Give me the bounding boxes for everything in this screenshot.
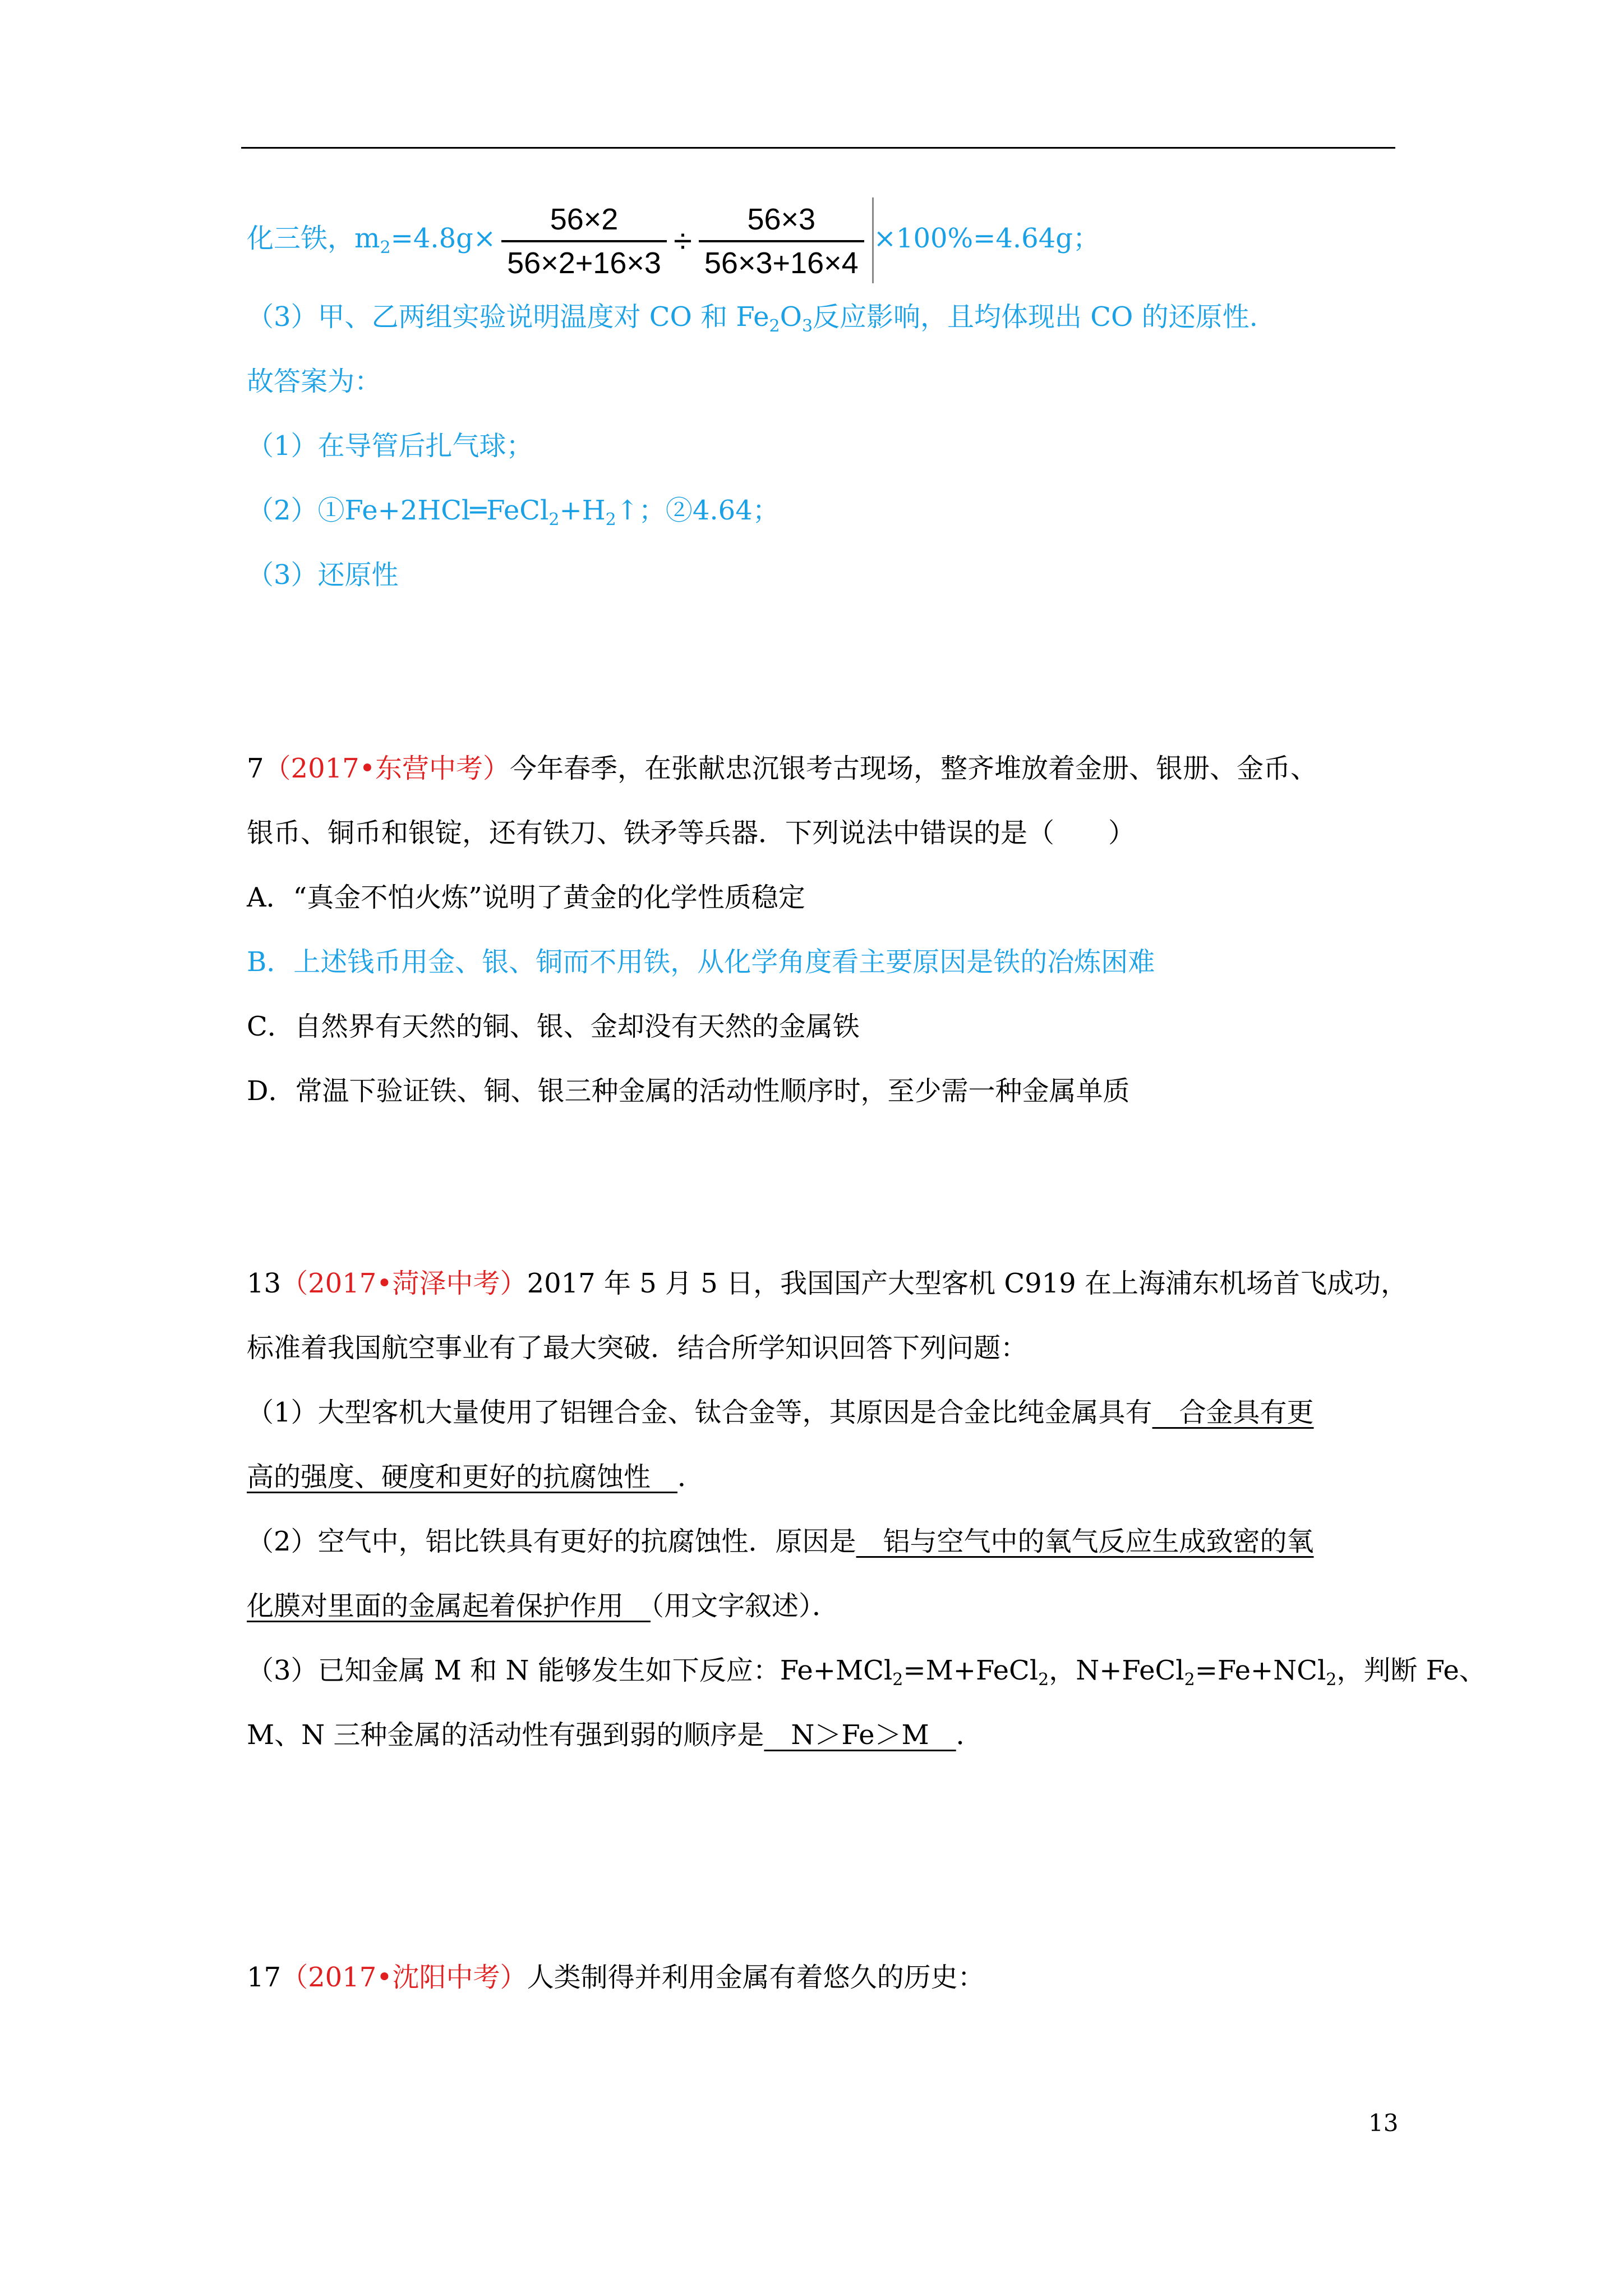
calc-suffix: ×100%=4.64g； xyxy=(873,223,1100,254)
q7-option-c: C．自然界有天然的铜、银、金却没有天然的金属铁 xyxy=(247,1011,860,1042)
q17-number: 17 xyxy=(247,1962,282,1993)
q13-part-3-text-a: （3）已知金属 M 和 N 能够发生如下反应：Fe+MCl xyxy=(247,1655,893,1686)
q13-part-1-answer-1: 合金具有更 xyxy=(1152,1397,1314,1428)
q13-part-3-line-1 xyxy=(247,1654,1486,1690)
q17-source: （2017•沈阳中考） xyxy=(281,1962,527,1993)
answer-header: 故答案为： xyxy=(247,366,382,397)
q17-stem: 人类制得并利用金属有着悠久的历史： xyxy=(527,1962,985,1993)
calc-prefix-sub: 2 xyxy=(380,238,391,257)
q7-stem-1: 今年春季，在张献忠沉银考古现场，整齐堆放着金册、银册、金币、 xyxy=(510,753,1318,784)
q13-stem-line-2: 标准着我国航空事业有了最大突破．结合所学知识回答下列问题： xyxy=(247,1332,1028,1364)
q7-stem-line-2: 银币、铜币和银锭，还有铁刀、铁矛等兵器．下列说法中错误的是（ ） xyxy=(247,817,1136,849)
q13-part-3-text-c: ，N+FeCl xyxy=(1049,1655,1184,1686)
q7-option-d: D．常温下验证铁、铜、银三种金属的活动性顺序时，至少需一种金属单质 xyxy=(247,1075,1130,1107)
analysis-3-sub-2: 3 xyxy=(801,316,813,336)
q13-stem-line-1 xyxy=(247,1267,1408,1300)
analysis-3 xyxy=(247,300,1258,334)
q7-stem-line-1 xyxy=(247,752,1317,785)
analysis-3-text-c: 反应影响，且均体现出 CO 的还原性. xyxy=(813,301,1258,333)
page-number: 13 xyxy=(1368,2109,1399,2137)
q13-part-2-answer-2: 化膜对里面的金属起着保护作用 xyxy=(247,1590,651,1622)
q13-part-2-line-2 xyxy=(247,1589,839,1623)
q13-part-3-line-2 xyxy=(247,1718,983,1752)
q17-stem-line xyxy=(247,1961,985,1994)
q13-part-3-sub-4: 2 xyxy=(1326,1670,1337,1690)
answer-2-sub-2: 2 xyxy=(605,510,616,530)
q13-part-3-answer: N＞Fe＞M xyxy=(764,1719,956,1751)
q7-option-b: B．上述钱币用金、银、铜而不用铁，从化学角度看主要原因是铁的冶炼困难 xyxy=(247,946,1155,978)
q13-part-1-line-2 xyxy=(247,1460,704,1494)
fraction-1-numerator: 56×2 xyxy=(501,202,667,242)
q13-part-3-sub-3: 2 xyxy=(1184,1670,1195,1690)
q7-source: （2017•东营中考） xyxy=(264,753,510,784)
answer-2-text-c: ↑；②4.64； xyxy=(616,495,780,526)
fraction-expression xyxy=(496,197,874,283)
q13-part-1-text: （1）大型客机大量使用了铝锂合金、钛合金等，其原因是合金比纯金属具有 xyxy=(247,1397,1152,1428)
q13-part-1-answer-2: 高的强度、硬度和更好的抗腐蚀性 xyxy=(247,1461,678,1493)
analysis-3-text-a: （3）甲、乙两组实验说明温度对 CO 和 Fe xyxy=(247,301,769,333)
fraction-1 xyxy=(501,202,667,280)
fraction-2 xyxy=(699,202,864,280)
answer-3: （3）还原性 xyxy=(247,559,399,591)
calc-prefix-tail: =4.8g× xyxy=(390,223,496,254)
q13-part-2-end: （用文字叙述）． xyxy=(651,1590,840,1622)
q13-stem-1: 2017 年 5 月 5 日，我国国产大型客机 C919 在上海浦东机场首飞成功， xyxy=(527,1268,1408,1299)
divide-sign: ÷ xyxy=(673,222,692,260)
q13-part-3-sub-1: 2 xyxy=(892,1670,903,1690)
q13-part-3-text-b: =M+FeCl xyxy=(903,1655,1039,1686)
answer-2-text-a: （2）①Fe+2HCl═FeCl xyxy=(247,495,549,526)
answer-1: （1）在导管后扎气球； xyxy=(247,430,533,462)
q13-part-3-end: ． xyxy=(956,1719,983,1751)
analysis-3-sub-1: 2 xyxy=(769,316,780,336)
calc-line xyxy=(247,196,1100,283)
answer-2-sub-1: 2 xyxy=(548,510,560,530)
q13-number: 13 xyxy=(247,1268,282,1299)
fraction-2-numerator: 56×3 xyxy=(699,202,864,242)
q13-part-3-text-e: ，判断 Fe、 xyxy=(1336,1655,1486,1686)
q13-part-3-text-d: =Fe+NCl xyxy=(1195,1655,1326,1686)
q13-part-2-line-1 xyxy=(247,1525,1314,1558)
calc-prefix: 化三铁，m xyxy=(247,223,380,254)
q13-part-3-line-2-text: M、N 三种金属的活动性有强到弱的顺序是 xyxy=(247,1719,764,1751)
q7-option-a: A．“真金不怕火炼”说明了黄金的化学性质稳定 xyxy=(247,882,805,913)
answer-2 xyxy=(247,494,780,530)
q13-part-1-end: ． xyxy=(677,1461,705,1493)
q13-part-1-line-1 xyxy=(247,1396,1314,1429)
q13-part-2-text: （2）空气中，铝比铁具有更好的抗腐蚀性．原因是 xyxy=(247,1526,856,1557)
q13-part-2-answer-1: 铝与空气中的氧气反应生成致密的氧 xyxy=(856,1526,1314,1557)
analysis-3-text-b: O xyxy=(780,301,802,333)
fraction-2-denominator: 56×3+16×4 xyxy=(704,246,859,280)
fraction-1-denominator: 56×2+16×3 xyxy=(507,246,661,280)
q13-part-3-sub-2: 2 xyxy=(1038,1670,1049,1690)
q13-source: （2017•菏泽中考） xyxy=(281,1268,527,1299)
q7-number: 7 xyxy=(247,753,264,784)
header-rule xyxy=(241,147,1395,149)
answer-2-text-b: +H xyxy=(559,495,606,526)
